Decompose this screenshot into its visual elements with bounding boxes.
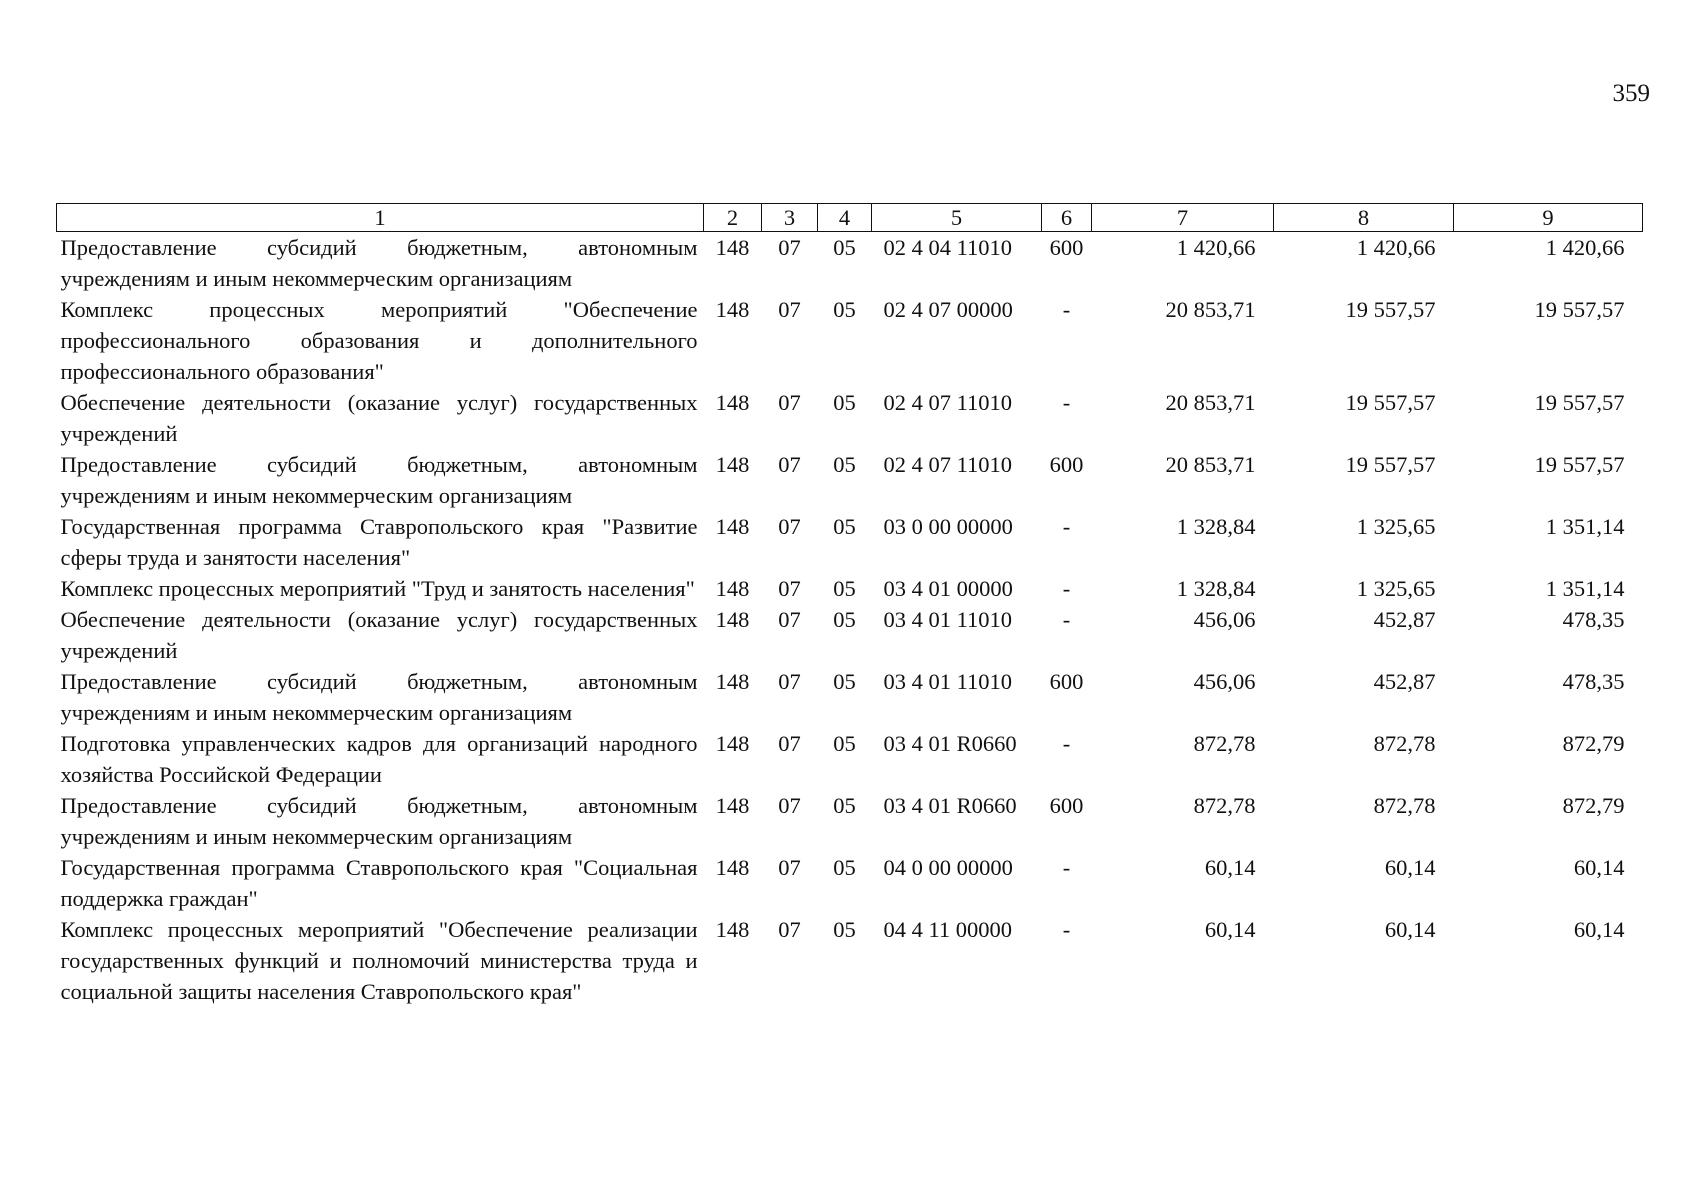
rzpr-owner-cell: 148: [715, 514, 750, 539]
amount-year3-cell: 1 351,14: [1545, 576, 1625, 601]
amount-year2-cell: 872,78: [1373, 731, 1436, 756]
section-cell: 07: [778, 917, 801, 942]
subsection-cell: 05: [833, 607, 856, 632]
amount-year3-cell: 872,79: [1562, 731, 1625, 756]
column-header: 4: [818, 204, 872, 232]
expense-type-cell: -: [1062, 917, 1071, 942]
section-cell: 07: [778, 235, 801, 260]
table-row: [57, 728, 1643, 790]
amount-year2-cell: 1 325,65: [1356, 514, 1436, 539]
section-cell: 07: [778, 297, 801, 322]
table-header: [57, 204, 1643, 232]
rzpr-owner-cell: 148: [715, 576, 750, 601]
amount-year1-cell: 20 853,71: [1165, 390, 1256, 415]
table-row: [57, 232, 1643, 295]
section-cell: 07: [778, 793, 801, 818]
table-row: [57, 604, 1643, 666]
amount-year2-cell: 1 325,65: [1356, 576, 1436, 601]
table-row: [57, 852, 1643, 914]
amount-year1-cell: 60,14: [1204, 917, 1256, 942]
row-name-cell: Государственная программа Ставропольского края "Развитие сферы труда и занятости населения": [60, 514, 698, 570]
column-header: 6: [1042, 204, 1092, 232]
expense-type-cell: -: [1062, 576, 1071, 601]
amount-year3-cell: 19 557,57: [1534, 452, 1625, 477]
amount-year1-cell: 20 853,71: [1165, 297, 1256, 322]
subsection-cell: 05: [833, 514, 856, 539]
table-row: [57, 449, 1643, 511]
row-name-cell: Комплекс процессных мероприятий "Обеспечение профессионального образования и дополнительного профессионального образования": [60, 297, 698, 384]
expense-type-cell: -: [1062, 297, 1071, 322]
row-name-cell: Государственная программа Ставропольского края "Социальная поддержка граждан": [60, 855, 698, 911]
target-article-cell: 02 4 07 11010: [883, 452, 1013, 477]
subsection-cell: 05: [833, 855, 856, 880]
expense-type-cell: 600: [1049, 235, 1084, 260]
expense-type-cell: -: [1062, 855, 1071, 880]
subsection-cell: 05: [833, 452, 856, 477]
column-header: 3: [762, 204, 818, 232]
row-name-cell: Подготовка управленческих кадров для организаций народного хозяйства Российской Федерации: [60, 731, 698, 787]
row-name-cell: Предоставление субсидий бюджетным, автономным учреждениям и иным некоммерческим организациям: [60, 669, 698, 725]
subsection-cell: 05: [833, 917, 856, 942]
amount-year2-cell: 60,14: [1384, 917, 1436, 942]
subsection-cell: 05: [833, 235, 856, 260]
amount-year1-cell: 60,14: [1204, 855, 1256, 880]
expense-type-cell: -: [1062, 607, 1071, 632]
table-row: [57, 790, 1643, 852]
row-name-cell: Обеспечение деятельности (оказание услуг) государственных учреждений: [60, 607, 698, 663]
target-article-cell: 03 4 01 00000: [883, 576, 1013, 601]
table-row: [57, 387, 1643, 449]
amount-year3-cell: 1 420,66: [1545, 235, 1625, 260]
amount-year2-cell: 872,78: [1373, 793, 1436, 818]
row-name-cell: Комплекс процессных мероприятий "Труд и занятость населения": [60, 576, 695, 601]
section-cell: 07: [778, 731, 801, 756]
target-article-cell: 02 4 04 11010: [883, 235, 1013, 260]
rzpr-owner-cell: 148: [715, 793, 750, 818]
target-article-cell: 04 4 11 00000: [883, 917, 1013, 942]
column-header: 8: [1274, 204, 1454, 232]
target-article-cell: 03 4 01 11010: [883, 607, 1013, 632]
section-cell: 07: [778, 855, 801, 880]
rzpr-owner-cell: 148: [715, 855, 750, 880]
row-name-cell: Комплекс процессных мероприятий "Обеспечение реализации государственных функций и полномочий министерства труда и социальной защиты населения Ставропольского края": [60, 917, 698, 1004]
amount-year3-cell: 478,35: [1562, 669, 1625, 694]
section-cell: 07: [778, 607, 801, 632]
amount-year3-cell: 1 351,14: [1545, 514, 1625, 539]
amount-year1-cell: 872,78: [1193, 793, 1256, 818]
column-header: 2: [704, 204, 762, 232]
amount-year3-cell: 872,79: [1562, 793, 1625, 818]
amount-year2-cell: 60,14: [1384, 855, 1436, 880]
amount-year1-cell: 20 853,71: [1165, 452, 1256, 477]
rzpr-owner-cell: 148: [715, 297, 750, 322]
table-body: [57, 232, 1643, 1008]
row-name-cell: Обеспечение деятельности (оказание услуг) государственных учреждений: [60, 390, 698, 446]
section-cell: 07: [778, 669, 801, 694]
amount-year1-cell: 1 328,84: [1176, 514, 1256, 539]
rzpr-owner-cell: 148: [715, 390, 750, 415]
rzpr-owner-cell: 148: [715, 607, 750, 632]
subsection-cell: 05: [833, 390, 856, 415]
table-row: [57, 914, 1643, 1007]
rzpr-owner-cell: 148: [715, 917, 750, 942]
amount-year3-cell: 60,14: [1573, 855, 1625, 880]
expense-type-cell: -: [1062, 731, 1071, 756]
amount-year2-cell: 19 557,57: [1345, 297, 1436, 322]
subsection-cell: 05: [833, 793, 856, 818]
expense-type-cell: -: [1062, 390, 1071, 415]
column-header: 7: [1092, 204, 1274, 232]
target-article-cell: 02 4 07 11010: [883, 390, 1013, 415]
table-row: [57, 294, 1643, 387]
amount-year3-cell: 478,35: [1562, 607, 1625, 632]
header-row: [57, 204, 1643, 232]
column-header: 1: [57, 204, 704, 232]
target-article-cell: 03 4 01 R0660: [883, 793, 1017, 818]
subsection-cell: 05: [833, 576, 856, 601]
expense-type-cell: 600: [1049, 452, 1084, 477]
rzpr-owner-cell: 148: [715, 452, 750, 477]
amount-year2-cell: 19 557,57: [1345, 452, 1436, 477]
target-article-cell: 03 4 01 R0660: [883, 731, 1017, 756]
subsection-cell: 05: [833, 297, 856, 322]
subsection-cell: 05: [833, 669, 856, 694]
target-article-cell: 03 4 01 11010: [883, 669, 1013, 694]
row-name-cell: Предоставление субсидий бюджетным, автономным учреждениям и иным некоммерческим организациям: [60, 235, 698, 291]
amount-year3-cell: 19 557,57: [1534, 390, 1625, 415]
expense-type-cell: 600: [1049, 793, 1084, 818]
budget-table: [56, 203, 1643, 1007]
section-cell: 07: [778, 452, 801, 477]
table-row: [57, 666, 1643, 728]
amount-year2-cell: 1 420,66: [1356, 235, 1436, 260]
rzpr-owner-cell: 148: [715, 669, 750, 694]
expense-type-cell: -: [1062, 514, 1071, 539]
row-name-cell: Предоставление субсидий бюджетным, автономным учреждениям и иным некоммерческим организациям: [60, 452, 698, 508]
amount-year1-cell: 456,06: [1193, 607, 1256, 632]
row-name-cell: Предоставление субсидий бюджетным, автономным учреждениям и иным некоммерческим организациям: [60, 793, 698, 849]
target-article-cell: 04 0 00 00000: [883, 855, 1013, 880]
section-cell: 07: [778, 576, 801, 601]
table-row: [57, 511, 1643, 573]
amount-year1-cell: 872,78: [1193, 731, 1256, 756]
amount-year2-cell: 19 557,57: [1345, 390, 1436, 415]
rzpr-owner-cell: 148: [715, 235, 750, 260]
amount-year1-cell: 1 328,84: [1176, 576, 1256, 601]
rzpr-owner-cell: 148: [715, 731, 750, 756]
target-article-cell: 03 0 00 00000: [883, 514, 1013, 539]
page-number: 359: [1612, 80, 1650, 107]
subsection-cell: 05: [833, 731, 856, 756]
column-header: 5: [872, 204, 1042, 232]
amount-year3-cell: 19 557,57: [1534, 297, 1625, 322]
expense-type-cell: 600: [1049, 669, 1084, 694]
amount-year2-cell: 452,87: [1373, 607, 1436, 632]
table-row: [57, 573, 1643, 604]
amount-year1-cell: 1 420,66: [1176, 235, 1256, 260]
amount-year1-cell: 456,06: [1193, 669, 1256, 694]
amount-year2-cell: 452,87: [1373, 669, 1436, 694]
target-article-cell: 02 4 07 00000: [883, 297, 1013, 322]
column-header: 9: [1454, 204, 1643, 232]
section-cell: 07: [778, 514, 801, 539]
section-cell: 07: [778, 390, 801, 415]
amount-year3-cell: 60,14: [1573, 917, 1625, 942]
